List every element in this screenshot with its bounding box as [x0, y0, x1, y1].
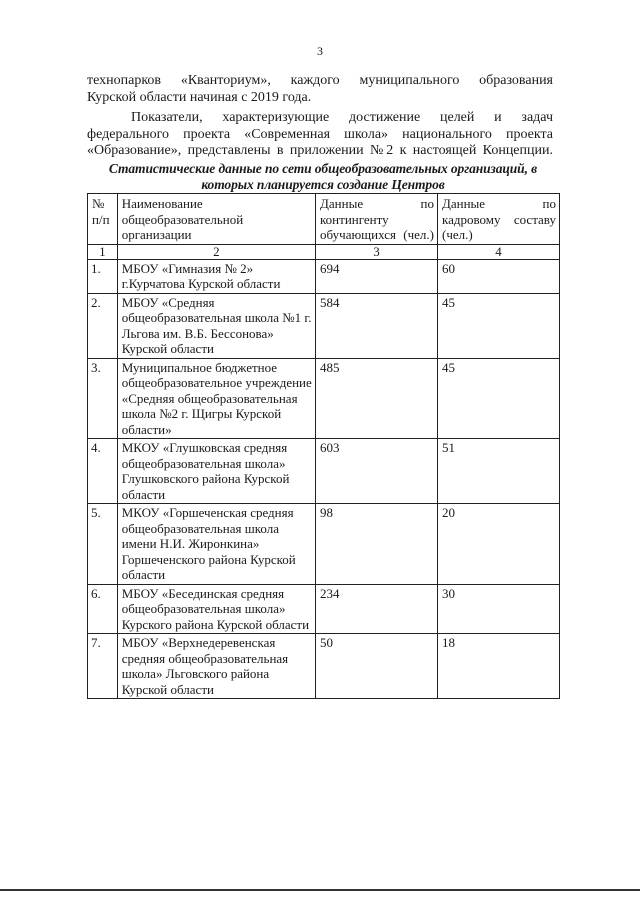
row-num: 6. — [88, 584, 118, 634]
row-staff: 51 — [438, 439, 560, 504]
row-staff: 45 — [438, 358, 560, 439]
header-name: Наименование общеобразовательной организации — [117, 194, 315, 245]
table-row — [88, 259, 560, 293]
table-row — [88, 584, 560, 634]
row-school-name: МКОУ «Глушковская средняя общеобразовательная школа» Глушковского района Курской области — [117, 439, 315, 504]
indicators-paragraph — [87, 110, 553, 160]
column-number: 1 — [88, 244, 118, 259]
row-num: 7. — [88, 634, 118, 699]
page-number: 3 — [317, 44, 323, 58]
header-students — [316, 194, 438, 245]
table-row — [88, 504, 560, 585]
row-num: 1. — [88, 259, 118, 293]
table-title — [87, 161, 559, 192]
indicators-line-2: федерального проекта «Современная школа» национального проекта — [87, 126, 553, 142]
row-staff: 45 — [438, 293, 560, 358]
row-school-name: МБОУ «Верхнедеревенская средняя общеобразовательная школа» Льговского района Курской области — [117, 634, 315, 699]
page-bottom-rule — [0, 889, 640, 891]
row-school-name: МБОУ «Бесединская средняя общеобразовательная школа» Курского района Курской области — [117, 584, 315, 634]
column-number-row — [88, 244, 560, 259]
row-students: 584 — [316, 293, 438, 358]
row-staff: 20 — [438, 504, 560, 585]
intro-line-2: Курской области начиная с 2019 года. — [87, 89, 312, 105]
row-school-name: МБОУ «Средняя общеобразовательная школа №1 г. Льгова им. В.Б. Бессонова» Курской области — [117, 293, 315, 358]
header-num: № п/п — [88, 194, 118, 245]
header-students-text: Данные по контингенту обучающихся (чел.) — [320, 196, 434, 242]
row-staff: 30 — [438, 584, 560, 634]
row-students: 485 — [316, 358, 438, 439]
row-students: 50 — [316, 634, 438, 699]
row-school-name: МКОУ «Горшеченская средняя общеобразовательная школа имени Н.И. Жиронкина» Горшеченского района Курской области — [117, 504, 315, 585]
row-num: 2. — [88, 293, 118, 358]
row-school-name: Муниципальное бюджетное общеобразовательное учреждение «Средняя общеобразовательная школа №2 г. Щигры Курской области» — [117, 358, 315, 439]
table-title-line-2: которых планируется создание Центров — [201, 176, 445, 192]
row-staff: 18 — [438, 634, 560, 699]
row-num: 4. — [88, 439, 118, 504]
table-header-row — [88, 194, 560, 245]
indicators-line-1: Показатели, характеризующие достижение целей и задач — [131, 110, 553, 125]
column-number: 2 — [117, 244, 315, 259]
intro-line-1: технопарков «Кванториум», каждого муниципального образования — [87, 73, 553, 88]
schools-table — [87, 193, 560, 699]
column-number: 4 — [438, 244, 560, 259]
row-school-name: МБОУ «Гимназия № 2» г.Курчатова Курской области — [117, 259, 315, 293]
table-title-line-1: Статистические данные по сети общеобразовательных организаций, в — [108, 161, 538, 176]
row-num: 3. — [88, 358, 118, 439]
table-row — [88, 439, 560, 504]
row-students: 98 — [316, 504, 438, 585]
indicators-line-3: «Образование», представлены в приложении №2 к настоящей Концепции. — [87, 143, 553, 158]
intro-paragraph — [87, 73, 553, 106]
table-row — [88, 358, 560, 439]
header-staff-text: Данные по кадровому составу (чел.) — [442, 196, 556, 242]
row-students: 234 — [316, 584, 438, 634]
row-num: 5. — [88, 504, 118, 585]
row-staff: 60 — [438, 259, 560, 293]
table-row — [88, 293, 560, 358]
header-staff — [438, 194, 560, 245]
column-number: 3 — [316, 244, 438, 259]
table-row — [88, 634, 560, 699]
row-students: 694 — [316, 259, 438, 293]
row-students: 603 — [316, 439, 438, 504]
